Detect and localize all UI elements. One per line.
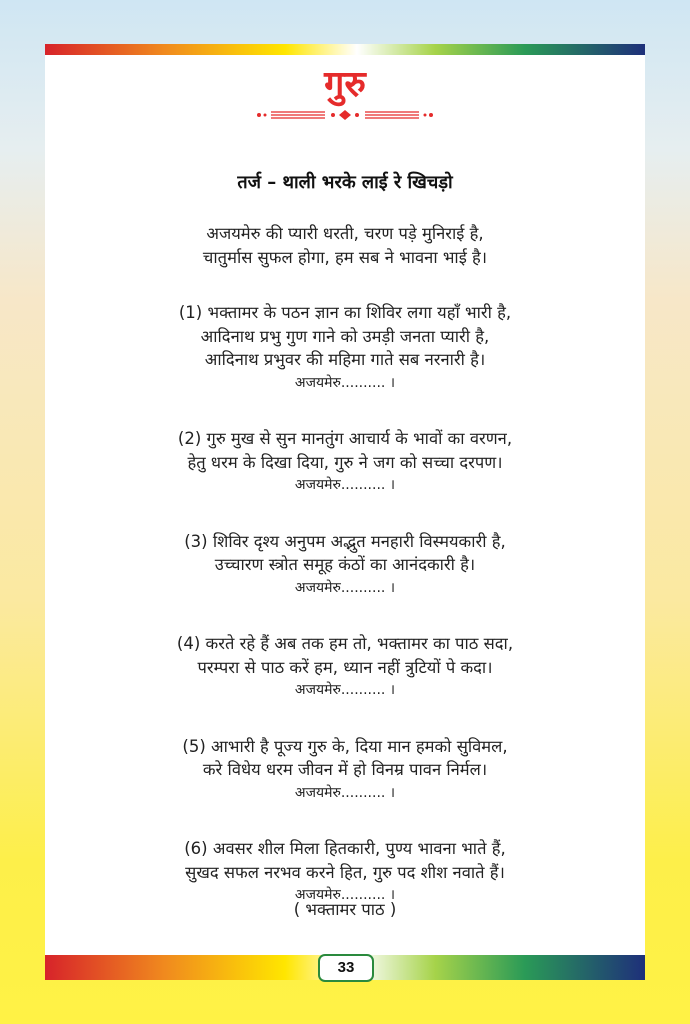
page-card [45, 44, 645, 980]
refrain-line: अजयमेरु.......... । [294, 477, 396, 493]
verse-line: करे विधेय धरम जीवन में हो विनम्र पावन निर्मल। [202, 760, 488, 779]
verse-line: आदिनाथ प्रभु गुण गाने को उमड़ी जनता प्यारी है, [200, 326, 490, 346]
verse-line: अजयमेरु की प्यारी धरती, चरण पड़े मुनिराई है, [206, 224, 484, 243]
top-color-strip [45, 44, 645, 55]
stanza-6 [45, 837, 645, 908]
refrain-line: अजयमेरु.......... । [294, 784, 396, 801]
page-number: 33 [318, 954, 374, 982]
stanza-4 [45, 632, 645, 703]
tune-heading: तर्ज – थाली भरके लाई रे खिचड़ो [237, 172, 453, 193]
verse-line: (5) आभारी है पूज्य गुरु के, दिया मान हमको सुविमल, [182, 736, 508, 756]
verse-line: परम्परा से पाठ करें हम, ध्यान नहीं त्रुटियों पे कदा। [197, 657, 493, 677]
verse-line: सुखद सफल नरभव करने हित, गुरु पद शीश नवाते हैं। [185, 862, 505, 882]
verse-line: उच्चारण स्त्रोत समूह कंठों का आनंदकारी है। [214, 555, 476, 574]
verse-line: चातुर्मास सुफल होगा, हम सब ने भावना भाई है। [202, 247, 488, 267]
title-ornament-icon [255, 108, 435, 122]
stanza-2 [45, 427, 645, 498]
stanza-3 [45, 530, 645, 601]
verse-line: हेतु धरम के दिखा दिया, गुरु ने जग को सच्चा दरपण। [187, 452, 503, 472]
stanza-5 [45, 735, 645, 806]
verse-line: आदिनाथ प्रभुवर की महिमा गाते सब नरनारी है। [204, 350, 486, 369]
verse-line: (3) शिविर दृश्य अनुपम अद्भुत मनहारी विस्मयकारी है, [184, 531, 506, 551]
refrain-line: अजयमेरु.......... । [294, 579, 396, 596]
verse-line: (4) करते रहे हैं अब तक हम तो, भक्तामर का पाठ सदा, [176, 634, 514, 653]
verse-line: (1) भक्तामर के पठन ज्ञान का शिविर लगा यहाँ भारी है, [178, 303, 512, 322]
stanza-refrain [45, 222, 645, 269]
verse-line: (2) गुरु मुख से सुन मानतुंग आचार्य के भावों का वरणन, [177, 429, 513, 448]
refrain-line: अजयमेरु.......... । [294, 682, 396, 698]
refrain-line: अजयमेरु.......... । [294, 374, 396, 391]
verse-line: (6) अवसर शील मिला हितकारी, पुण्य भावना भाते हैं, [184, 839, 506, 858]
refrain-line: अजयमेरु.......... । [294, 887, 396, 903]
stanza-1 [45, 301, 645, 395]
verses [45, 222, 645, 940]
source-note: ( भक्तामर पाठ ) [293, 900, 397, 919]
page-title: गुरु [324, 64, 366, 105]
